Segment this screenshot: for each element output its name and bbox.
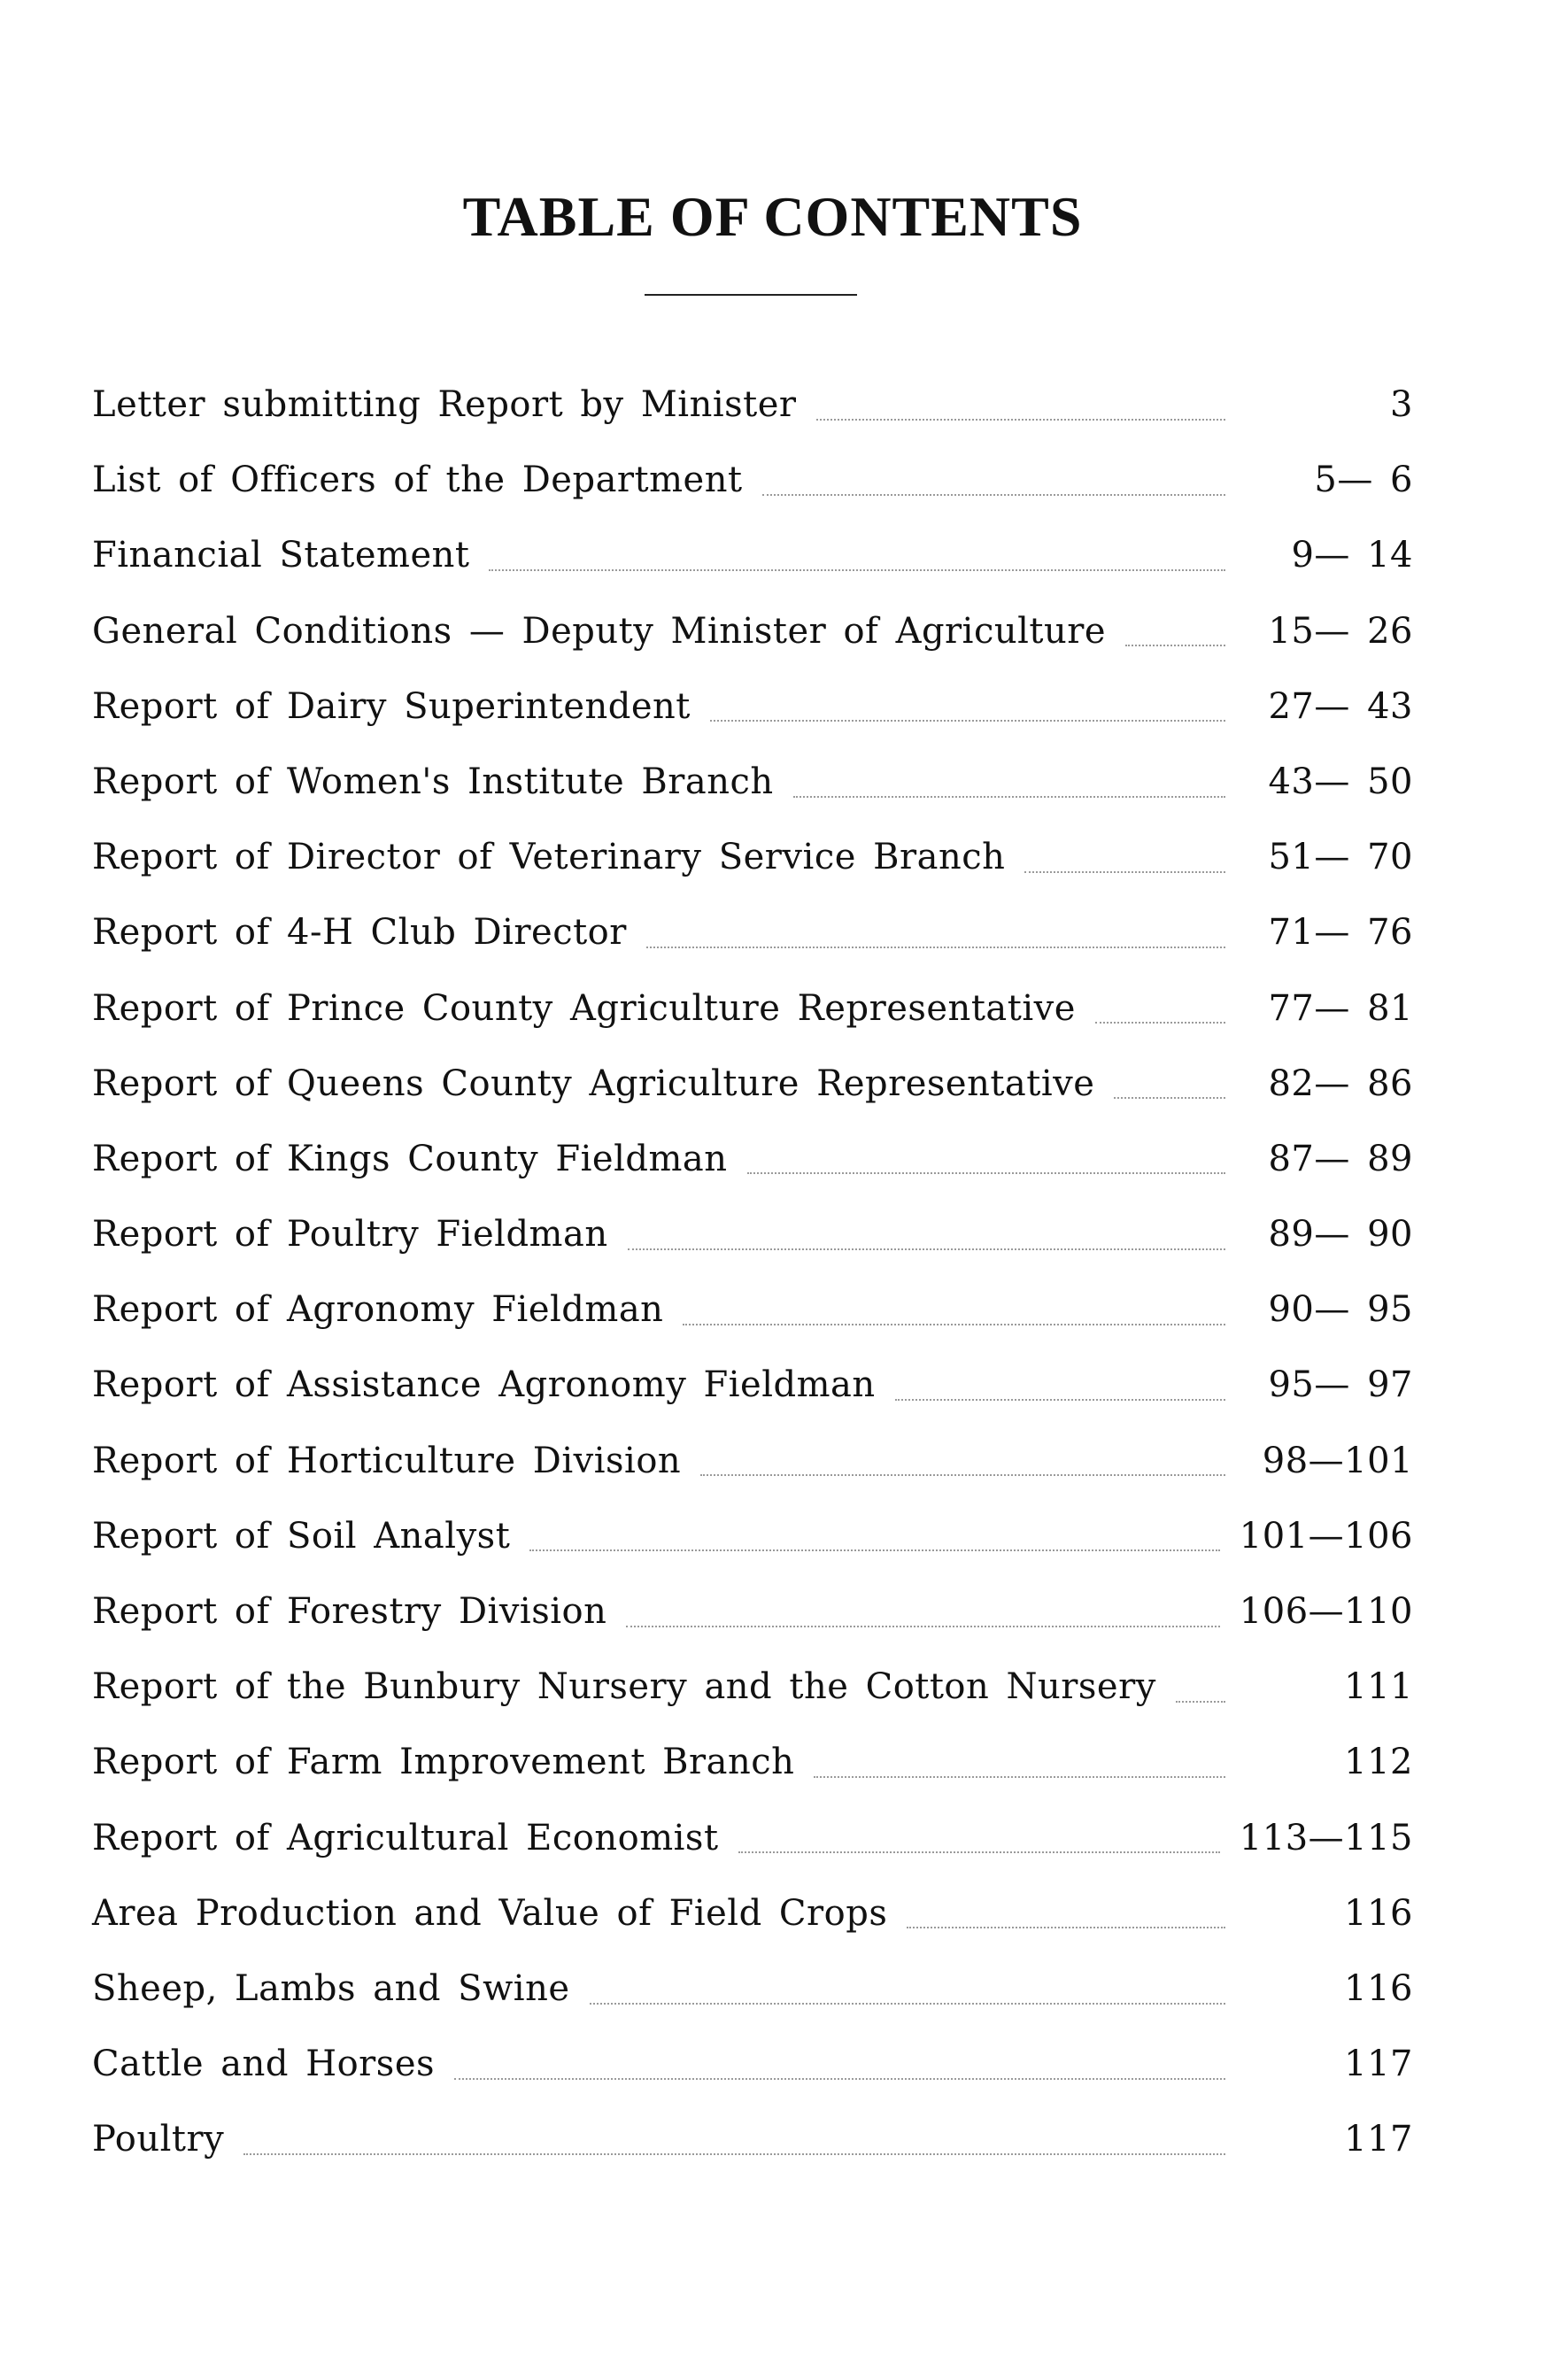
toc-entry-list-of-officers[interactable]	[92, 443, 1413, 518]
dot-leader	[816, 419, 1225, 421]
dot-leader	[793, 796, 1225, 798]
toc-entry-pages: 116	[1344, 1967, 1413, 2009]
toc-entry-agronomy-fieldman[interactable]	[92, 1272, 1413, 1348]
toc-entry-assistance-agronomy[interactable]	[92, 1348, 1413, 1423]
dot-leader	[1114, 1097, 1225, 1099]
toc-entry-prince-county[interactable]	[92, 971, 1413, 1047]
toc-entry-pages: 117	[1344, 2119, 1413, 2160]
dot-leader	[710, 720, 1225, 722]
toc-entry-pages: 112	[1344, 1742, 1413, 1783]
dot-leader	[1024, 871, 1225, 873]
toc-entry-title: Report of Farm Improvement Branch	[92, 1742, 795, 1783]
dot-leader	[700, 1474, 1225, 1476]
toc-entry-title: Report of Kings County Fieldman	[92, 1138, 728, 1179]
toc-entry-title: Report of Poultry Fieldman	[92, 1214, 608, 1256]
dot-leader	[814, 1776, 1225, 1778]
dot-leader	[895, 1399, 1225, 1401]
toc-entry-pages: 116	[1344, 1892, 1413, 1934]
toc-entry-pages: 15— 26	[1268, 610, 1413, 652]
dot-leader	[1125, 645, 1225, 646]
toc-entry-title: Report of Horticulture Division	[92, 1440, 682, 1481]
dot-leader	[747, 1172, 1225, 1174]
dot-leader	[529, 1549, 1220, 1551]
toc-entry-title: Report of Director of Veterinary Service Branch	[92, 837, 1006, 878]
dot-leader	[683, 1324, 1225, 1325]
dot-leader	[489, 569, 1225, 571]
toc-entry-title: Report of Dairy Superintendent	[92, 685, 691, 727]
toc-entry-agricultural-economist[interactable]	[92, 1801, 1413, 1876]
dot-leader	[1176, 1701, 1225, 1703]
toc-entry-pages: 5— 6	[1314, 460, 1413, 501]
toc-entry-farm-improvement[interactable]	[92, 1725, 1413, 1800]
toc-entry-title: Cattle and Horses	[92, 2044, 436, 2085]
toc-entry-title: General Conditions — Deputy Minister of Agriculture	[92, 610, 1107, 652]
toc-entry-title: Report of Agronomy Fieldman	[92, 1289, 664, 1331]
toc-entry-pages: 117	[1344, 2044, 1413, 2085]
toc-entry-pages: 89— 90	[1268, 1214, 1413, 1256]
toc-entry-title: Area Production and Value of Field Crops	[92, 1892, 888, 1934]
toc-entry-nurseries[interactable]	[92, 1650, 1413, 1725]
toc-entry-forestry[interactable]	[92, 1574, 1413, 1650]
toc-entry-horticulture[interactable]	[92, 1424, 1413, 1499]
toc-entry-soil-analyst[interactable]	[92, 1499, 1413, 1574]
dot-leader	[243, 2153, 1225, 2155]
toc-entry-kings-county[interactable]	[92, 1122, 1413, 1197]
toc-entry-pages: 98—101	[1262, 1440, 1413, 1481]
toc-entry-title: Sheep, Lambs and Swine	[92, 1967, 570, 2009]
toc-entry-financial-statement[interactable]	[92, 518, 1413, 593]
dot-leader	[454, 2078, 1225, 2080]
dot-leader	[628, 1248, 1225, 1250]
toc-entry-title: List of Officers of the Department	[92, 460, 743, 501]
toc-entry-dairy-superintendent[interactable]	[92, 669, 1413, 745]
toc-entry-pages: 106—110	[1239, 1591, 1413, 1632]
toc-entry-pages: 82— 86	[1268, 1062, 1413, 1104]
toc-entry-title: Financial Statement	[92, 535, 470, 576]
toc-entry-title: Report of Forestry Division	[92, 1591, 607, 1632]
page-title: TABLE OF CONTENTS	[462, 185, 1083, 248]
dot-leader	[762, 494, 1225, 496]
table-of-contents	[92, 367, 1413, 2178]
toc-entry-title: Report of Women's Institute Branch	[92, 761, 774, 802]
toc-entry-pages: 27— 43	[1268, 685, 1413, 727]
toc-entry-title: Report of the Bunbury Nursery and the Cotton Nursery	[92, 1666, 1156, 1708]
dot-leader	[1095, 1022, 1225, 1024]
toc-entry-title: Report of Agricultural Economist	[92, 1817, 719, 1858]
toc-entry-queens-county[interactable]	[92, 1047, 1413, 1122]
toc-entry-letter-from-minister[interactable]	[92, 367, 1413, 443]
toc-entry-pages: 9— 14	[1291, 535, 1413, 576]
toc-entry-pages: 101—106	[1239, 1515, 1413, 1557]
toc-entry-pages: 77— 81	[1268, 987, 1413, 1029]
toc-entry-title: Report of Queens County Agriculture Representative	[92, 1062, 1095, 1104]
toc-entry-pages: 113—115	[1239, 1817, 1413, 1858]
toc-entry-pages: 111	[1344, 1666, 1413, 1708]
dot-leader	[738, 1851, 1220, 1853]
toc-entry-poultry[interactable]	[92, 2102, 1413, 2177]
toc-entry-pages: 43— 50	[1268, 761, 1413, 802]
toc-entry-general-conditions[interactable]	[92, 594, 1413, 669]
toc-entry-pages: 90— 95	[1268, 1289, 1413, 1331]
toc-entry-poultry-fieldman[interactable]	[92, 1197, 1413, 1272]
dot-leader	[626, 1626, 1219, 1627]
toc-entry-pages: 3	[1390, 384, 1413, 425]
toc-entry-title: Report of Prince County Agriculture Representative	[92, 987, 1076, 1029]
title-divider	[645, 294, 857, 296]
toc-entry-title: Poultry	[92, 2119, 225, 2160]
toc-entry-title: Report of 4-H Club Director	[92, 912, 627, 954]
dot-leader	[590, 2003, 1225, 2005]
toc-entry-sheep-lambs-swine[interactable]	[92, 1951, 1413, 2027]
toc-entry-title: Letter submitting Report by Minister	[92, 384, 797, 425]
toc-entry-womens-institute[interactable]	[92, 745, 1413, 820]
toc-entry-4h-club[interactable]	[92, 895, 1413, 970]
toc-entry-veterinary-service[interactable]	[92, 820, 1413, 895]
toc-entry-cattle-horses[interactable]	[92, 2027, 1413, 2102]
dot-leader	[907, 1927, 1225, 1928]
toc-entry-title: Report of Soil Analyst	[92, 1515, 511, 1557]
toc-entry-title: Report of Assistance Agronomy Fieldman	[92, 1364, 876, 1406]
toc-entry-pages: 95— 97	[1268, 1364, 1413, 1406]
toc-entry-field-crops[interactable]	[92, 1876, 1413, 1951]
toc-entry-pages: 71— 76	[1268, 912, 1413, 954]
toc-entry-pages: 87— 89	[1268, 1138, 1413, 1179]
toc-entry-pages: 51— 70	[1268, 837, 1413, 878]
dot-leader	[646, 947, 1225, 948]
